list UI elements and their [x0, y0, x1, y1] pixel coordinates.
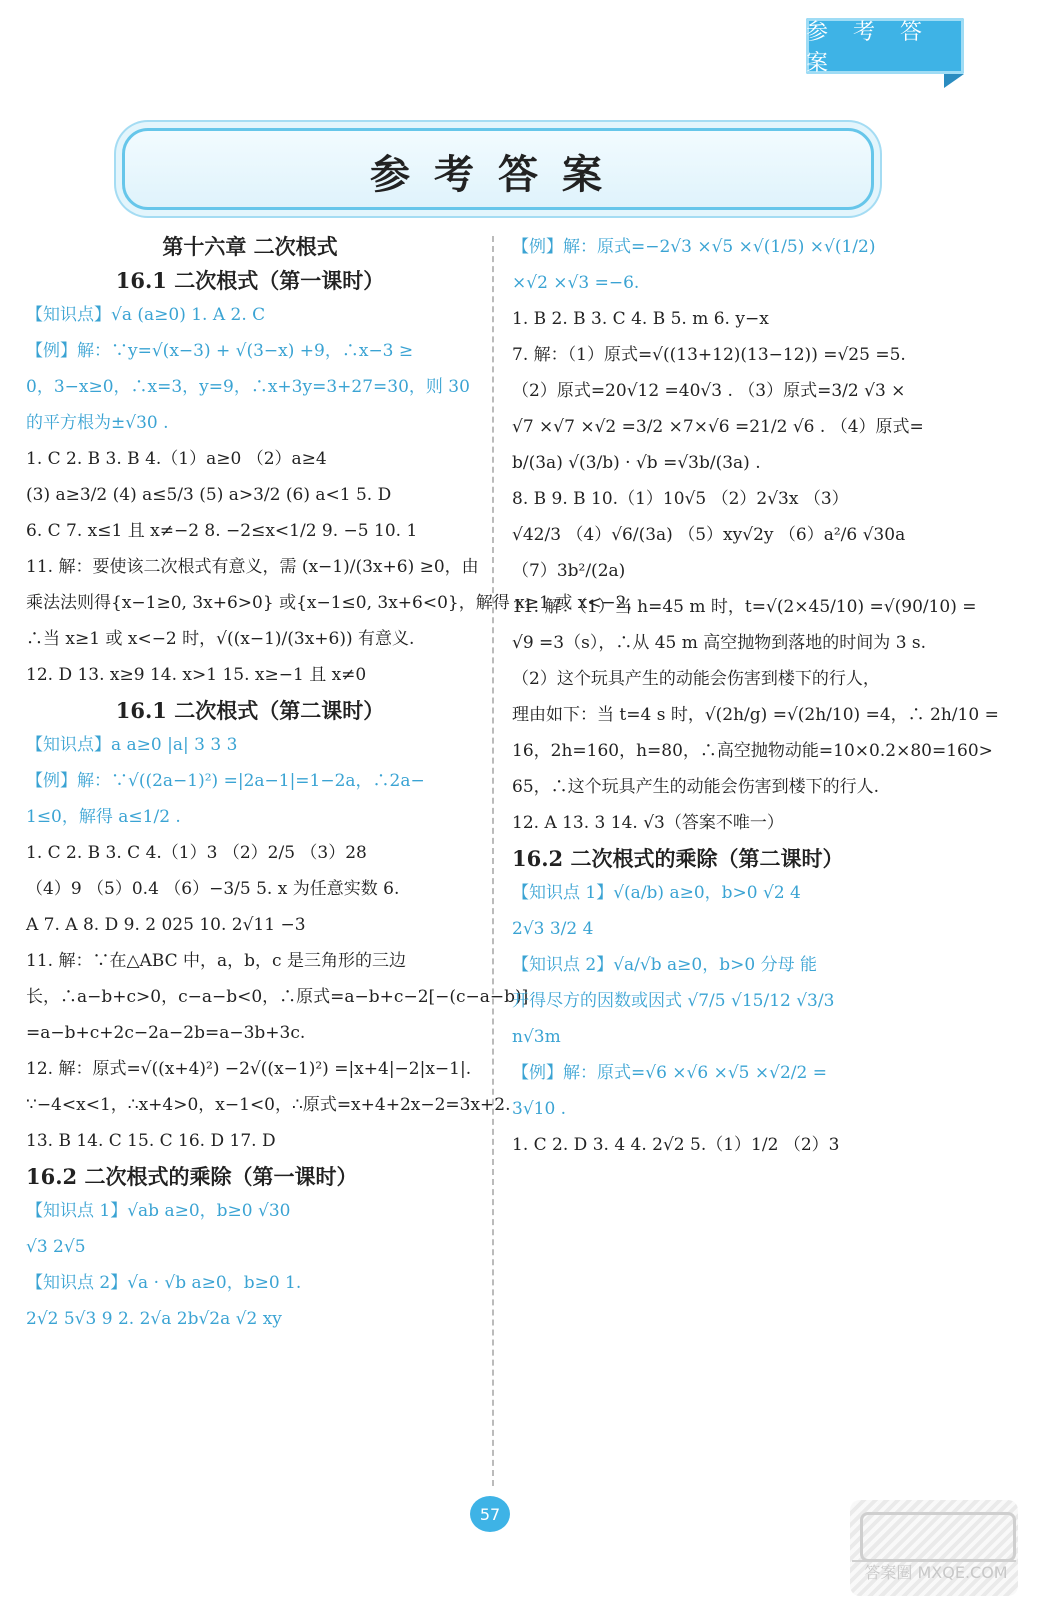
- left-line: √3 2√5: [26, 1237, 86, 1257]
- left-line: 16.1 二次根式（第一课时）: [115, 268, 385, 293]
- left-line: ∴当 x≥1 或 x<−2 时，√((x−1)/(3x+6)) 有意义.: [26, 629, 415, 649]
- left-line: （4）9 （5）0.4 （6）−3/5 5. x 为任意实数 6.: [26, 879, 400, 899]
- right-line: 1. C 2. D 3. 4 4. 2√2 5.（1）1/2 （2）3: [512, 1135, 840, 1155]
- left-line: 第十六章 二次根式: [162, 234, 338, 259]
- left-line: 1≤0，解得 a≤1/2 .: [26, 807, 181, 827]
- left-line: 16.1 二次根式（第二课时）: [115, 698, 385, 723]
- section-tag: 参 考 答 案: [806, 18, 964, 74]
- left-line: 6. C 7. x≤1 且 x≠−2 8. −2≤x<1/2 9. −5 10. 1: [26, 521, 418, 541]
- section-tag-tail: [944, 74, 964, 88]
- right-line: 3√10 .: [512, 1099, 567, 1119]
- right-line: （2）这个玩具产生的动能会伤害到楼下的行人，: [512, 669, 880, 689]
- right-line: 11. 解：（1）当 h=45 m 时，t=√(2×45/10) =√(90/10) =: [512, 597, 977, 617]
- left-line: 长，∴a−b+c>0，c−a−b<0，∴原式=a−b+c−2[−(c−a−b)]: [26, 987, 529, 1007]
- left-line: 13. B 14. C 15. C 16. D 17. D: [26, 1131, 276, 1151]
- right-line: 理由如下：当 t=4 s 时，√(2h/g) =√(2h/10) =4，∴ 2h/10 =: [512, 705, 999, 725]
- right-line: 16，2h=160，h=80，∴高空抛物动能=10×0.2×80=160>: [512, 741, 993, 761]
- left-line: A 7. A 8. D 9. 2 025 10. 2√11 −3: [26, 915, 306, 935]
- right-line: 开得尽方的因数或因式 √7/5 √15/12 √3/3: [512, 991, 835, 1011]
- left-line: 【知识点】√a (a≥0) 1. A 2. C: [26, 305, 266, 325]
- right-line: b/(3a) √(3/b) · √b =√3b/(3a) .: [512, 453, 761, 473]
- page-number: 57: [470, 1496, 510, 1532]
- right-line: ×√2 ×√3 =−6.: [512, 273, 640, 293]
- right-line: 【知识点 1】√(a/b) a≥0，b>0 √2 4: [512, 883, 801, 903]
- right-line: 【例】解：原式=−2√3 ×√5 ×√(1/5) ×√(1/2): [512, 237, 876, 257]
- title-banner: [122, 128, 874, 210]
- left-line: 1. C 2. B 3. C 4.（1）3 （2）2/5 （3）28: [26, 843, 367, 863]
- left-line: 【例】解：∵y=√(x−3) + √(3−x) +9，∴x−3 ≥: [26, 341, 414, 361]
- right-line: √9 =3（s），∴从 45 m 高空抛物到落地的时间为 3 s.: [512, 633, 927, 653]
- left-line: 16.2 二次根式的乘除（第一课时）: [26, 1164, 358, 1189]
- left-line: 的平方根为±√30 .: [26, 413, 169, 433]
- left-line: 12. 解：原式=√((x+4)²) −2√((x−1)²) =|x+4|−2|x−1|.: [26, 1059, 472, 1079]
- right-line: √42/3 （4）√6/(3a) （5）xy√2y （6）a²/6 √30a: [512, 525, 906, 545]
- right-line: 【知识点 2】√a/√b a≥0，b>0 分母 能: [512, 955, 817, 975]
- left-line: (3) a≥3/2 (4) a≤5/3 (5) a>3/2 (6) a<1 5. D: [26, 485, 392, 505]
- right-line: 65，∴这个玩具产生的动能会伤害到楼下的行人.: [512, 777, 880, 797]
- left-line: ∵−4<x<1，∴x+4>0，x−1<0，∴原式=x+4+2x−2=3x+2.: [26, 1095, 511, 1115]
- right-line: 8. B 9. B 10.（1）10√5 （2）2√3x （3）: [512, 489, 849, 509]
- left-line: 【例】解：∵√((2a−1)²) =|2a−1|=1−2a，∴2a−: [26, 771, 425, 791]
- left-line: 0，3−x≥0，∴x=3，y=9，∴x+3y=3+27=30，则 30: [26, 377, 470, 397]
- left-line: 1. C 2. B 3. B 4.（1）a≥0 （2）a≥4: [26, 449, 327, 469]
- right-column: [512, 236, 999, 1170]
- page-title: 参考答案: [370, 151, 626, 198]
- right-line: （2）原式=20√12 =40√3 . （3）原式=3/2 √3 ×: [512, 381, 906, 401]
- column-divider: [492, 236, 494, 1486]
- left-line: 乘法法则得{x−1≥0, 3x+6>0} 或{x−1≤0, 3x+6<0}，解得 x≥1 或 x<−2，: [26, 593, 644, 613]
- right-line: 7. 解：（1）原式=√((13+12)(13−12)) =√25 =5.: [512, 345, 906, 365]
- right-line: 12. A 13. 3 14. √3（答案不唯一）: [512, 813, 784, 833]
- left-line: 11. 解：要使该二次根式有意义，需 (x−1)/(3x+6) ≥0，由: [26, 557, 479, 577]
- right-line: 【例】解：原式=√6 ×√6 ×√5 ×√2/2 =: [512, 1063, 827, 1083]
- watermark-text: 答案圈 MXQE.COM: [864, 1563, 1008, 1582]
- right-line: √7 ×√7 ×√2 =3/2 ×7×√6 =21/2 √6 . （4）原式=: [512, 417, 924, 437]
- left-line: 【知识点 2】√a · √b a≥0，b≥0 1.: [26, 1273, 302, 1293]
- left-line: 【知识点】a a≥0 |a| 3 3 3: [26, 735, 238, 755]
- watermark-mark: [860, 1512, 1016, 1562]
- right-line: 1. B 2. B 3. C 4. B 5. m 6. y−x: [512, 309, 769, 329]
- left-line: 11. 解：∵在△ABC 中，a，b，c 是三角形的三边: [26, 951, 406, 971]
- right-line: 2√3 3/2 4: [512, 919, 594, 939]
- right-line: 16.2 二次根式的乘除（第二课时）: [512, 846, 844, 871]
- right-line: n√3m: [512, 1027, 561, 1047]
- left-line: 2√2 5√3 9 2. 2√a 2b√2a √2 xy: [26, 1309, 282, 1329]
- left-line: 【知识点 1】√ab a≥0，b≥0 √30: [26, 1201, 291, 1221]
- right-line: （7）3b²/(2a): [512, 561, 626, 581]
- left-line: 12. D 13. x≥9 14. x>1 15. x≥−1 且 x≠0: [26, 665, 367, 685]
- left-line: =a−b+c+2c−2a−2b=a−3b+3c.: [26, 1023, 306, 1043]
